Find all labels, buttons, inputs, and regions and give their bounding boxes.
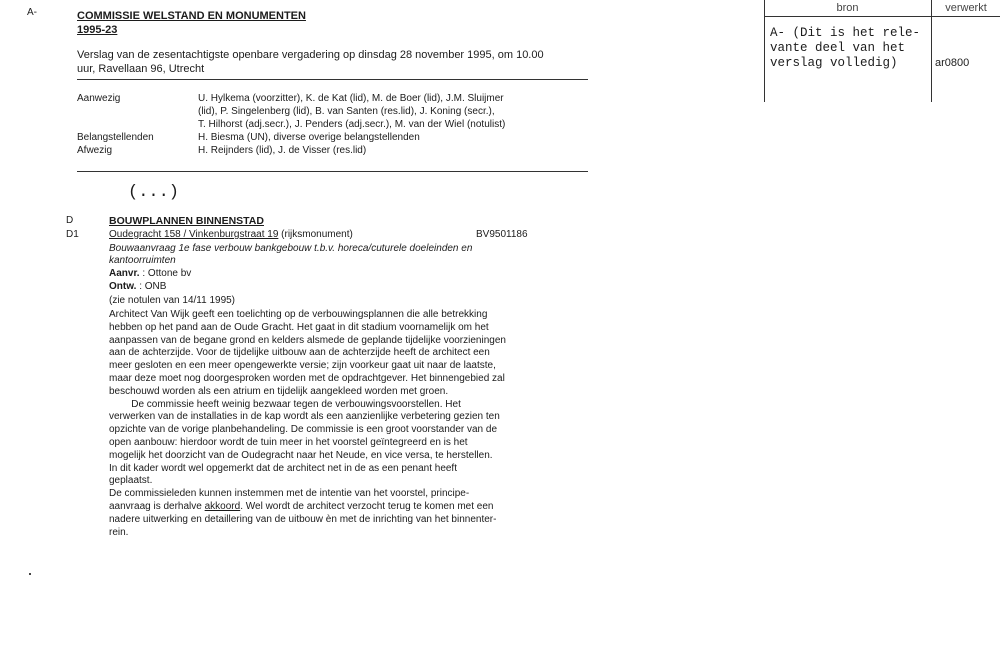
margin-mark: A- — [27, 7, 37, 18]
document-year: 1995-23 — [77, 24, 118, 36]
absent-label: Afwezig — [77, 145, 113, 156]
present-label: Aanwezig — [77, 93, 121, 104]
body-line: geplaatst. — [109, 475, 153, 487]
side-table-header-rule — [764, 16, 1000, 17]
decision-suffix: . Wel wordt de architect verzocht terug te komen met een — [240, 500, 494, 512]
designer-label: Ontw. — [109, 281, 137, 292]
processed-code: ar0800 — [935, 57, 970, 69]
body-line: verwerken van de installaties in de kap wordt als een aanzienlijke verbetering gezien ten — [109, 411, 500, 423]
source-note-line: verslag volledig) — [770, 56, 898, 70]
request-line-2: kantoorruimten — [109, 255, 176, 266]
body-line: open aanbouw: hierdoor wordt de tuin meer in het voorstel geïntegreerd en is het — [109, 436, 468, 448]
present-line-3: T. Hilhorst (adj.secr.), J. Penders (adj.secr.), M. van der Wiel (notulist) — [198, 119, 506, 130]
body-line: beschouwd worden als een atrium en tijdelijk aangekleed worden met groen. — [109, 385, 449, 397]
applicant-label: Aanvr. — [109, 268, 140, 279]
present-line-2: (lid), P. Singelenberg (lid), B. van Santen (res.lid), J. Koning (secr.), — [198, 106, 495, 117]
item-heading — [109, 229, 353, 241]
request-line-1: Bouwaanvraag 1e fase verbouw bankgebouw t.b.v. horeca/cuturele doeleinden en — [109, 243, 473, 254]
side-table-column-divider — [931, 0, 932, 102]
body-line: aan de achterzijde. Voor de tijdelijke uitbouw aan de achterzijde heeft de architect een — [109, 347, 490, 359]
item-reference: BV9501186 — [476, 229, 528, 240]
decision-word: akkoord — [204, 500, 241, 512]
processed-column-header: verwerkt — [945, 2, 987, 14]
item-status: (rijksmonument) — [281, 229, 353, 240]
source-note-line: A- (Dit is het rele- — [770, 26, 921, 40]
decision-prefix: aanvraag is derhalve — [109, 500, 205, 512]
source-column-header: bron — [836, 2, 859, 14]
body-line: nadere uitwerking en detaillering van de uitbouw èn met de inrichting van het binnenter- — [109, 513, 497, 525]
stakeholders-value: H. Biesma (UN), diverse overige belangstellenden — [198, 132, 420, 143]
applicant-value: : Ottone bv — [142, 268, 192, 279]
source-note — [770, 26, 920, 71]
body-line: rein. — [109, 526, 129, 538]
body-line: De commissieleden kunnen instemmen met de intentie van het voorstel, principe- — [109, 488, 470, 500]
body-line: mogelijk het doorzicht van de Oudegracht naar het Neude, en vice versa, te herstellen. — [109, 449, 493, 461]
body-line: hebben op het pand aan de Oude Gracht. Het gaat in dit stadium voornamelijk om het — [109, 321, 489, 333]
body-line: In dit kader wordt wel opgemerkt dat de architect net in de as een penant heeft — [109, 462, 457, 474]
body-line: maar deze moet nog doorgesproken worden met de opdrachtgever. Het binnengebied zal — [109, 372, 505, 384]
item-code: D1 — [66, 229, 79, 240]
source-note-line: vante deel van het — [770, 41, 906, 55]
meeting-line-1: Verslag van de zesentachtigste openbare vergadering op dinsdag 28 november 1995, om 10.00 — [77, 49, 544, 61]
body-line: meer gesloten en een meer opengewerkte versie; zijn voorkeur gaat uit naar de laatste, — [109, 360, 496, 372]
applicant-row — [109, 268, 191, 280]
body-line: aanpassen van de begane grond en kelders alsmede de geplande tijdelijke voorzieningen — [109, 334, 506, 346]
body-line: Architect Van Wijk geeft een toelichting op de verbouwingsplannen die alle betrekking — [109, 309, 488, 320]
designer-value: : ONB — [139, 281, 167, 292]
attendance-divider — [77, 171, 588, 172]
item-address: Oudegracht 158 / Vinkenburgstraat 19 — [109, 229, 279, 240]
decision-line — [109, 501, 589, 514]
stakeholders-label: Belangstellenden — [77, 132, 154, 143]
stray-dot — [29, 573, 31, 575]
body-line: opzichte van de vorige planbehandeling. De commissie is een groot voorstander van de — [109, 424, 498, 436]
side-table-left-border — [764, 0, 765, 102]
section-title: BOUWPLANNEN BINNENSTAD — [109, 215, 264, 227]
section-code: D — [66, 215, 74, 226]
body-line: De commissie heeft weinig bezwaar tegen de verbouwingsvoorstellen. Het — [109, 398, 461, 410]
meeting-line-2: uur, Ravellaan 96, Utrecht — [77, 63, 205, 75]
present-line-1: U. Hylkema (voorzitter), K. de Kat (lid), M. de Boer (lid), J.M. Sluijmer — [198, 93, 504, 104]
absent-value: H. Reijnders (lid), J. de Visser (res.lid) — [198, 145, 367, 156]
header-divider — [77, 79, 588, 80]
item-note: (zie notulen van 14/11 1995) — [109, 295, 236, 306]
minutes-body — [109, 309, 589, 539]
document-title: COMMISSIE WELSTAND EN MONUMENTEN — [77, 10, 306, 22]
designer-row — [109, 281, 166, 293]
omission-ellipsis: (...) — [128, 183, 180, 202]
